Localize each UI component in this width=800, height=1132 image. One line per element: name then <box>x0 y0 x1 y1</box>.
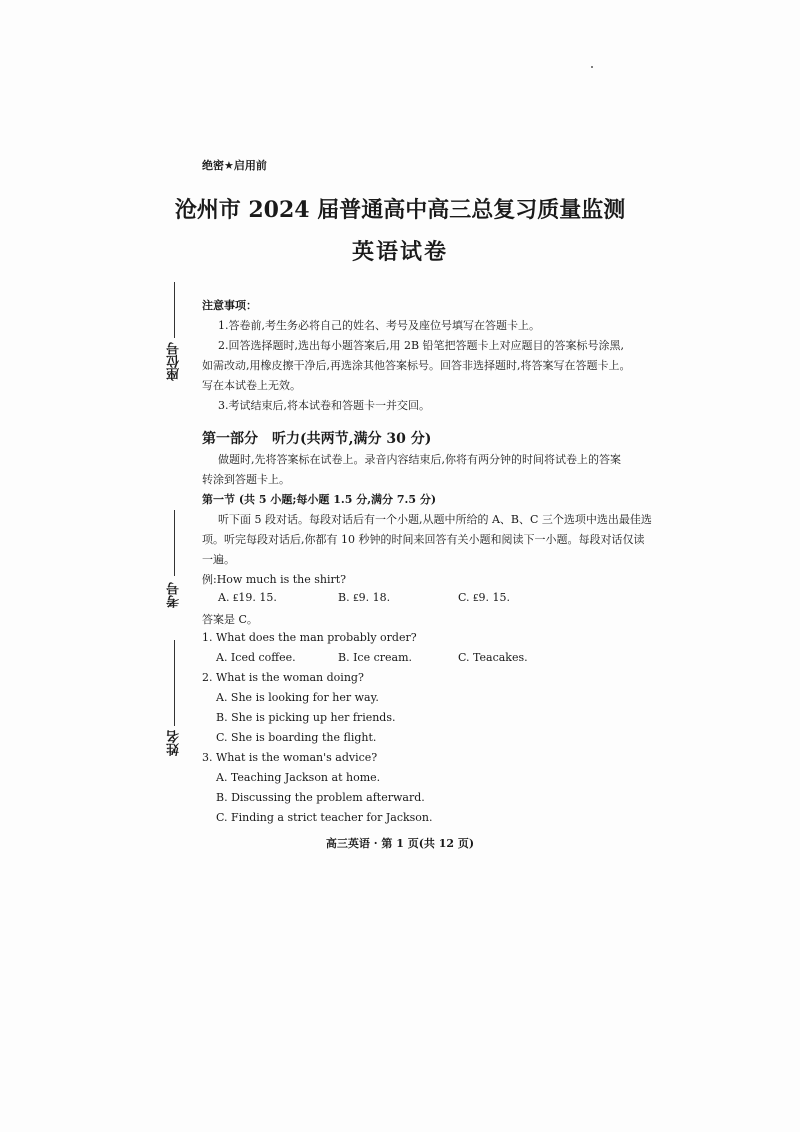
question-3-option-c: C. Finding a strict teacher for Jackson. <box>216 811 433 824</box>
question-1-option-c: C. Teacakes. <box>458 651 528 664</box>
name-label: 姓名 <box>167 730 182 756</box>
example-option-a: A. ₤19. 15. <box>218 591 277 604</box>
part1-intro-cont: 转涂到答题卡上。 <box>202 473 290 486</box>
question-2-stem: 2. What is the woman doing? <box>202 671 364 684</box>
notes-item-2: 2.回答选择题时,选出每小题答案后,用 2B 铅笔把答题卡上对应题目的答案标号涂黑, <box>218 339 625 352</box>
notes-item-2-cont: 如需改动,用橡皮擦干净后,再选涂其他答案标号。回答非选择题时,将答案写在答题卡上。 <box>202 359 631 372</box>
notes-item-1: 1.答卷前,考生务必将自己的姓名、考号及座位号填写在答题卡上。 <box>218 319 540 332</box>
exam-number-label: 考号 <box>167 582 182 608</box>
section1-instructions: 听下面 5 段对话。每段对话后有一个小题,从题中所给的 A、B、C 三个选项中选出最佳选 <box>218 513 652 526</box>
question-2-option-b: B. She is picking up her friends. <box>216 711 396 724</box>
notes-heading: 注意事项： <box>202 299 257 312</box>
question-1-option-b: B. Ice cream. <box>338 651 413 664</box>
question-1-option-a: A. Iced coffee. <box>216 651 296 664</box>
exam-number-line <box>174 510 175 576</box>
confidential-mark: 绝密★启用前 <box>202 159 267 172</box>
question-3-stem: 3. What is the woman's advice? <box>202 751 378 764</box>
seat-label: 座位号 <box>167 342 182 381</box>
part1-heading: 第一部分 听力(共两节,满分 30 分) <box>202 431 432 447</box>
question-3-option-b: B. Discussing the problem afterward. <box>216 791 425 804</box>
section1-instructions-cont: 项。听完每段对话后,你都有 10 秒钟的时间来回答有关小题和阅读下一小题。每段对话仅读 <box>202 533 645 546</box>
page-footer: 高三英语 · 第 1 页(共 12 页) <box>325 837 475 850</box>
subject-title: 英语试卷 <box>351 239 448 265</box>
part1-intro: 做题时,先将答案标在试卷上。录音内容结束后,你将有两分钟的时间将试卷上的答案 <box>218 453 621 466</box>
name-line <box>174 640 175 726</box>
example-option-b: B. ₤9. 18. <box>338 591 391 604</box>
question-2-option-a: A. She is looking for her way. <box>216 691 379 704</box>
scan-speck <box>591 66 593 68</box>
question-3-option-a: A. Teaching Jackson at home. <box>216 771 381 784</box>
exam-title: 沧州市 2024 届普通高中高三总复习质量监测 <box>174 197 626 223</box>
question-2-option-c: C. She is boarding the flight. <box>216 731 377 744</box>
seat-line <box>174 282 175 338</box>
notes-item-3: 3.考试结束后,将本试卷和答题卡一并交回。 <box>218 399 430 412</box>
question-1-stem: 1. What does the man probably order? <box>202 631 417 644</box>
example-option-c: C. ₤9. 15. <box>458 591 511 604</box>
example-question: 例:How much is the shirt? <box>202 573 347 586</box>
section1-heading: 第一节 (共 5 小题;每小题 1.5 分,满分 7.5 分) <box>202 493 437 506</box>
notes-item-2-end: 写在本试卷上无效。 <box>202 379 301 392</box>
example-answer: 答案是 C。 <box>202 613 258 626</box>
section1-instructions-end: 一遍。 <box>202 553 235 566</box>
